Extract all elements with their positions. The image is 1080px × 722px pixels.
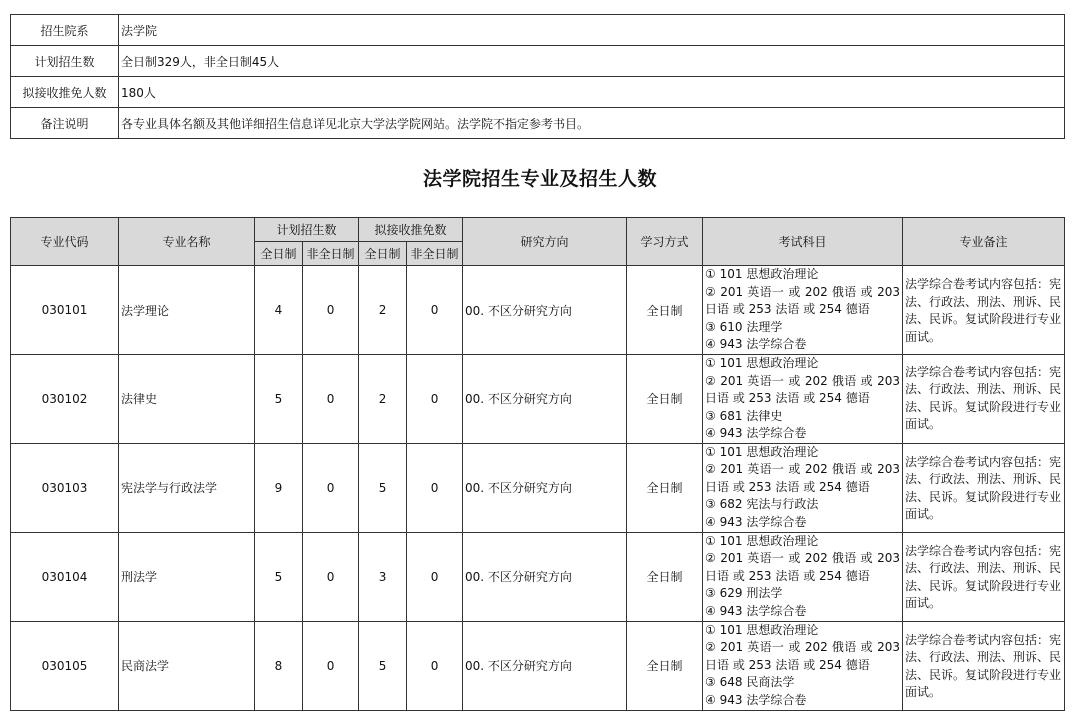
- header-exam: 考试科目: [703, 218, 903, 266]
- study-mode: 全日制: [627, 355, 703, 444]
- exam-subject: ③ 610 法理学: [705, 319, 783, 334]
- study-mode: 全日制: [627, 532, 703, 621]
- info-label: 招生院系: [11, 15, 119, 46]
- major-code: 030102: [11, 355, 119, 444]
- rec-full-time: 3: [359, 532, 407, 621]
- info-value: 全日制329人，非全日制45人: [119, 46, 1065, 77]
- exam-subject: ① 101 思想政治理论: [705, 444, 819, 459]
- section-title: 法学院招生专业及招生人数: [422, 168, 657, 190]
- exam-subject: ① 101 思想政治理论: [705, 267, 819, 282]
- exam-subjects: [703, 532, 903, 621]
- study-mode: 全日制: [627, 443, 703, 532]
- plan-part-time: 0: [303, 355, 359, 444]
- exam-subject: ① 101 思想政治理论: [705, 356, 819, 370]
- rec-part-time: 0: [407, 355, 463, 444]
- header-name: 专业名称: [119, 218, 255, 266]
- research-direction: 00. 不区分研究方向: [463, 443, 627, 532]
- major-name: 刑法学: [119, 532, 255, 621]
- major-remark: 法学综合卷考试内容包括：宪法、行政法、刑法、刑诉、民法、民诉。复试阶段进行专业面试。: [903, 443, 1065, 532]
- info-label: 备注说明: [11, 108, 119, 139]
- exam-subject: ④ 943 法学综合卷: [705, 603, 807, 618]
- major-name: 法律史: [119, 355, 255, 444]
- study-mode: 全日制: [627, 266, 703, 355]
- plan-full-time: 8: [255, 621, 303, 710]
- exam-subject: ② 201 英语一 或 202 俄语 或 203 日语 或 253 法语 或 254 德语: [705, 284, 901, 317]
- plan-full-time: 4: [255, 266, 303, 355]
- table-row: [11, 443, 1065, 532]
- header-remark: 专业备注: [903, 218, 1065, 266]
- majors-table: [10, 217, 1065, 711]
- exam-subject: ② 201 英语一 或 202 俄语 或 203 日语 或 253 法语 或 254 德语: [705, 551, 901, 583]
- plan-part-time: 0: [303, 443, 359, 532]
- exam-subjects: [703, 443, 903, 532]
- info-row-department: [11, 15, 1065, 46]
- header-direction: 研究方向: [463, 218, 627, 266]
- rec-full-time: 5: [359, 621, 407, 710]
- info-row-notes: [11, 108, 1065, 139]
- research-direction: 00. 不区分研究方向: [463, 266, 627, 355]
- info-value: 法学院: [119, 15, 1065, 46]
- major-name: 宪法学与行政法学: [119, 443, 255, 532]
- table-row: [11, 532, 1065, 621]
- rec-part-time: 0: [407, 532, 463, 621]
- major-remark: 法学综合卷考试内容包括：宪法、行政法、刑法、刑诉、民法、民诉。复试阶段进行专业面试。: [903, 266, 1065, 355]
- major-remark: 法学综合卷考试内容包括：宪法、行政法、刑法、刑诉、民法、民诉。复试阶段进行专业面试。: [903, 621, 1065, 710]
- exam-subject: ④ 943 法学综合卷: [705, 337, 807, 352]
- plan-part-time: 0: [303, 621, 359, 710]
- exam-subject: ① 101 思想政治理论: [705, 622, 819, 637]
- exam-subject: ① 101 思想政治理论: [705, 533, 819, 548]
- header-rec-part-time: 非全日制: [407, 242, 463, 266]
- exam-subjects: [703, 355, 903, 444]
- exam-subject: ② 201 英语一 或 202 俄语 或 203 日语 或 253 法语 或 254 德语: [705, 373, 901, 405]
- plan-full-time: 5: [255, 532, 303, 621]
- header-recommended: 拟接收推免数: [359, 218, 463, 242]
- exam-subject: ② 201 英语一 或 202 俄语 或 203 日语 或 253 法语 或 254 德语: [705, 640, 901, 672]
- header-plan-full-time: 全日制: [255, 242, 303, 266]
- plan-full-time: 5: [255, 355, 303, 444]
- plan-part-time: 0: [303, 266, 359, 355]
- exam-subject: ④ 943 法学综合卷: [705, 514, 807, 529]
- exam-subject: ④ 943 法学综合卷: [705, 426, 807, 440]
- exam-subjects: [703, 621, 903, 710]
- header-rec-full-time: 全日制: [359, 242, 407, 266]
- header-code: 专业代码: [11, 218, 119, 266]
- rec-full-time: 2: [359, 266, 407, 355]
- exam-subject: ③ 681 法律史: [705, 408, 783, 423]
- header-mode: 学习方式: [627, 218, 703, 266]
- plan-full-time: 9: [255, 443, 303, 532]
- admission-info-table: [10, 14, 1065, 139]
- rec-part-time: 0: [407, 621, 463, 710]
- major-code: 030103: [11, 443, 119, 532]
- info-value: 180人: [119, 77, 1065, 108]
- exam-subject: ③ 682 宪法与行政法: [705, 497, 819, 512]
- study-mode: 全日制: [627, 621, 703, 710]
- info-row-planned-enrollment: [11, 46, 1065, 77]
- research-direction: 00. 不区分研究方向: [463, 621, 627, 710]
- info-value: 各专业具体名额及其他详细招生信息详见北京大学法学院网站。法学院不指定参考书目。: [119, 108, 1065, 139]
- info-label: 拟接收推免人数: [11, 77, 119, 108]
- research-direction: 00. 不区分研究方向: [463, 355, 627, 444]
- major-code: 030105: [11, 621, 119, 710]
- exam-subjects: [703, 266, 903, 355]
- table-row: [11, 621, 1065, 710]
- exam-subject: ③ 648 民商法学: [705, 675, 795, 690]
- rec-full-time: 5: [359, 443, 407, 532]
- rec-part-time: 0: [407, 443, 463, 532]
- plan-part-time: 0: [303, 532, 359, 621]
- major-code: 030101: [11, 266, 119, 355]
- major-name: 民商法学: [119, 621, 255, 710]
- major-remark: 法学综合卷考试内容包括：宪法、行政法、刑法、刑诉、民法、民诉。复试阶段进行专业面试。: [903, 532, 1065, 621]
- table-row: [11, 266, 1065, 355]
- exam-subject: ③ 629 刑法学: [705, 586, 783, 601]
- info-label: 计划招生数: [11, 46, 119, 77]
- header-plan-part-time: 非全日制: [303, 242, 359, 266]
- rec-full-time: 2: [359, 355, 407, 444]
- major-code: 030104: [11, 532, 119, 621]
- exam-subject: ④ 943 法学综合卷: [705, 692, 807, 707]
- header-plan: 计划招生数: [255, 218, 359, 242]
- research-direction: 00. 不区分研究方向: [463, 532, 627, 621]
- major-name: 法学理论: [119, 266, 255, 355]
- header-row: [11, 218, 1065, 242]
- major-remark: 法学综合卷考试内容包括：宪法、行政法、刑法、刑诉、民法、民诉。复试阶段进行专业面试。: [903, 355, 1065, 444]
- info-row-recommended: [11, 77, 1065, 108]
- table-row: [11, 355, 1065, 444]
- exam-subject: ② 201 英语一 或 202 俄语 或 203 日语 或 253 法语 或 254 德语: [705, 462, 901, 494]
- rec-part-time: 0: [407, 266, 463, 355]
